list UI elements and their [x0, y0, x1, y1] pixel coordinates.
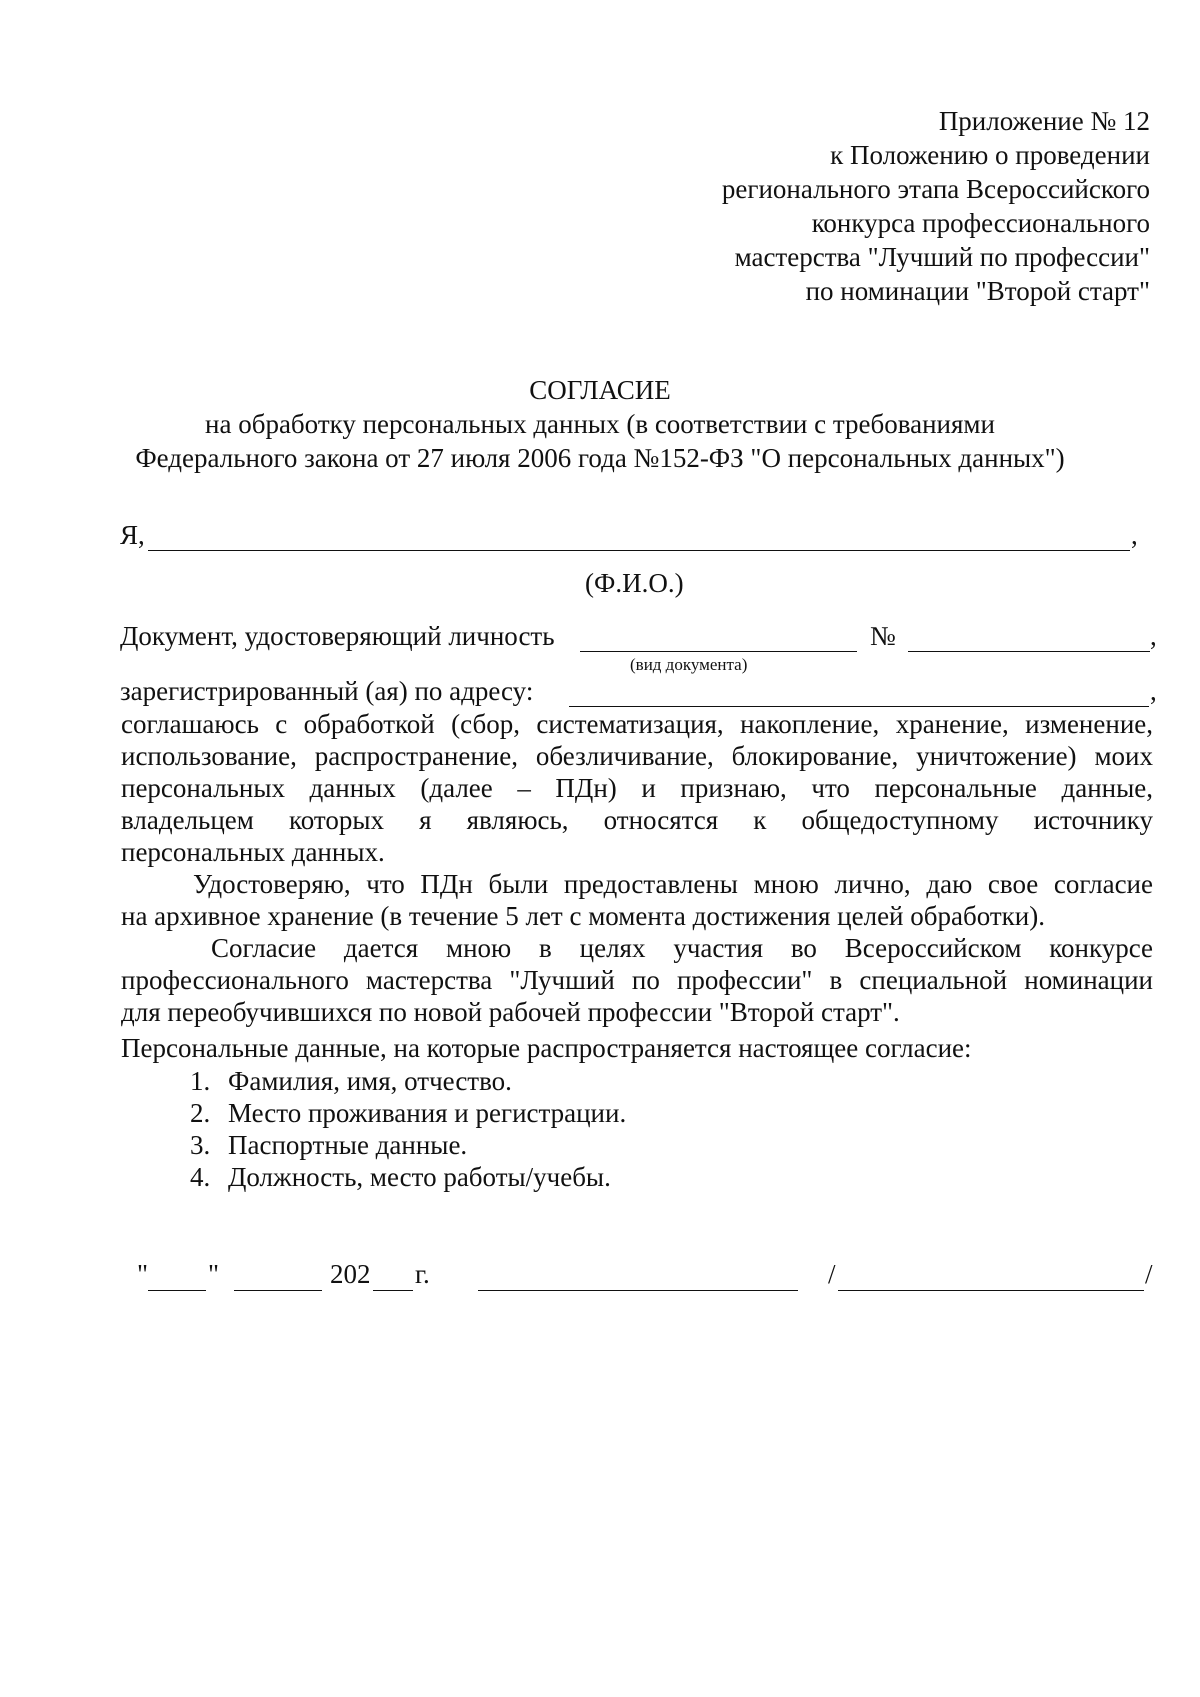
date-year-prefix: 202 [330, 1259, 371, 1289]
list-intro: Персональные данные, на которые распространяется настоящее согласие: [121, 1033, 972, 1063]
consent-line: владельцем которых я являюсь, относятся к общедоступному источнику [121, 805, 1153, 835]
appendix-line: конкурса профессионального [811, 208, 1150, 238]
purpose-line: для переобучившихся по новой рабочей профессии "Второй старт". [121, 997, 900, 1027]
date-day-field-line[interactable] [148, 1290, 206, 1291]
certify-line: Удостоверяю, что ПДн были предоставлены мною лично, даю свое согласие [193, 869, 1153, 899]
consent-line: соглашаюсь с обработкой (сбор, систематизация, накопление, хранение, изменение, [121, 709, 1153, 739]
date-quote-close: " [208, 1259, 220, 1289]
consent-line: персональных данных. [121, 837, 385, 867]
appendix-line: к Положению о проведении [830, 140, 1150, 170]
address-field-line[interactable] [569, 706, 1149, 707]
document-title: СОГЛАСИЕ [529, 375, 671, 405]
number-sign: № [870, 621, 896, 651]
document-title-block [0, 373, 1200, 475]
list-item-text: Фамилия, имя, отчество. [228, 1066, 512, 1096]
signature-field-line[interactable] [478, 1290, 798, 1291]
signature-name-field-line[interactable] [838, 1290, 1144, 1291]
certify-line: на архивное хранение (в течение 5 лет с момента достижения целей обработки). [121, 901, 1045, 931]
appendix-line: мастерства "Лучший по профессии" [734, 242, 1150, 272]
appendix-line: Приложение № 12 [938, 106, 1150, 136]
date-month-field-line[interactable] [234, 1290, 322, 1291]
purpose-line: профессионального мастерства "Лучший по профессии" в специальной номинации [121, 965, 1153, 995]
document-type-caption: (вид документа) [630, 655, 748, 674]
list-item-number: 1. [190, 1066, 211, 1096]
document-type-field-line[interactable] [580, 651, 857, 652]
name-slash-close: / [1145, 1259, 1153, 1289]
consent-paragraph [121, 708, 1153, 868]
list-item [190, 1161, 626, 1193]
purpose-paragraph [121, 932, 1153, 1028]
address-comma: , [1150, 676, 1157, 706]
list-item [190, 1129, 626, 1161]
document-subtitle-line: на обработку персональных данных (в соответствии с требованиями [205, 409, 995, 439]
date-year-suffix: г. [415, 1259, 430, 1289]
document-label: Документ, удостоверяющий личность [120, 621, 555, 651]
date-year-field-line[interactable] [373, 1290, 413, 1291]
certify-paragraph [121, 868, 1153, 932]
consent-line: персональных данных (далее – ПДн) и признаю, что персональные данные, [121, 773, 1153, 803]
list-item-text: Паспортные данные. [228, 1130, 468, 1160]
document-number-field-line[interactable] [908, 651, 1150, 652]
list-item [190, 1065, 626, 1097]
list-item-number: 4. [190, 1162, 211, 1192]
list-item-number: 2. [190, 1098, 211, 1128]
appendix-header [450, 104, 1150, 308]
fio-caption: (Ф.И.О.) [585, 568, 684, 598]
name-slash-open: / [828, 1259, 836, 1289]
list-item [190, 1097, 626, 1129]
document-comma: , [1150, 621, 1157, 651]
document-subtitle-line: Федерального закона от 27 июля 2006 года №152-ФЗ "О персональных данных") [135, 443, 1065, 473]
list-item-text: Место проживания и регистрации. [228, 1098, 627, 1128]
appendix-line: регионального этапа Всероссийского [721, 174, 1150, 204]
list-item-text: Должность, место работы/учебы. [228, 1162, 611, 1192]
purpose-line: Согласие дается мною в целях участия во Всероссийском конкурсе [211, 933, 1153, 963]
date-quote-open: " [137, 1259, 149, 1289]
appendix-line: по номинации "Второй старт" [805, 276, 1150, 306]
fio-comma: , [1131, 520, 1138, 550]
address-label: зарегистрированный (ая) по адресу: [120, 676, 534, 706]
consent-line: использование, распространение, обезличивание, блокирование, уничтожение) моих [121, 741, 1153, 771]
personal-data-list [190, 1065, 626, 1193]
i-label: Я, [120, 520, 145, 550]
fio-field-line[interactable] [148, 550, 1130, 551]
list-item-number: 3. [190, 1130, 211, 1160]
